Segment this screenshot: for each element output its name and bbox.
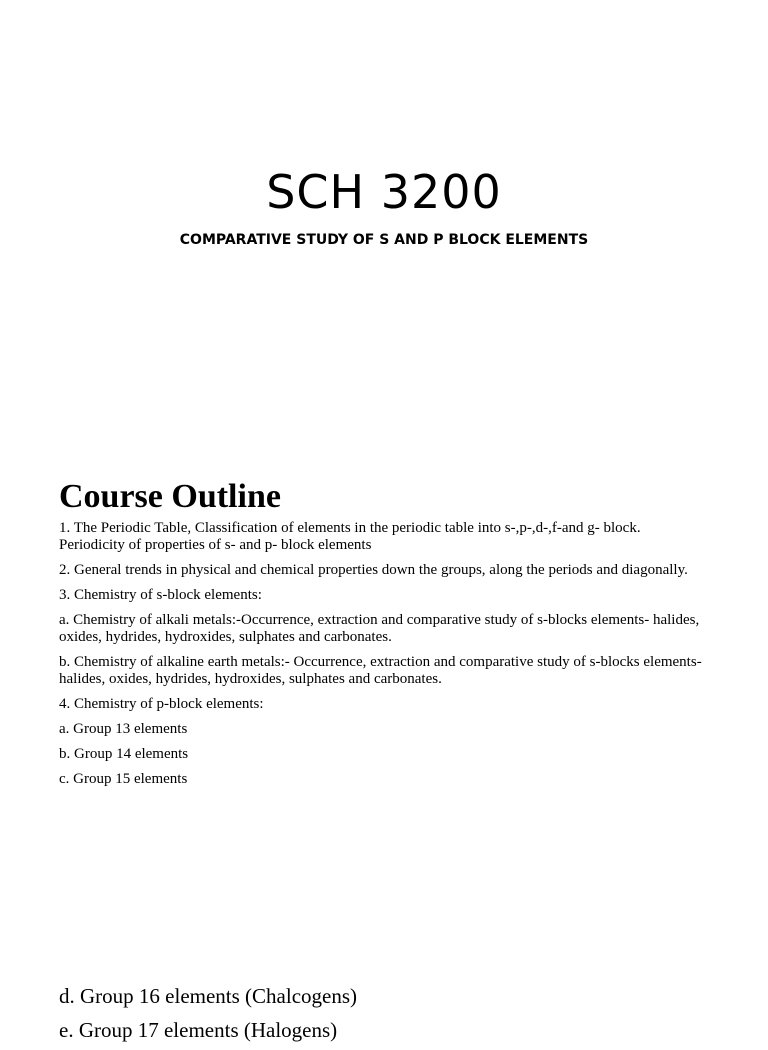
outline-item: c. Group 15 elements [59, 771, 188, 787]
outline-item: 3. Chemistry of s-block elements: [59, 587, 262, 603]
outline-item: 4. Chemistry of p-block elements: [59, 696, 264, 712]
course-title: COMPARATIVE STUDY OF S AND P BLOCK ELEMENTS [179, 232, 589, 248]
course-code: SCH 3200 [266, 165, 502, 219]
outline-item: b. Chemistry of alkaline earth metals:- Occurrence, extraction and comparative study of s-blocks elements- halides, oxides, hydrides, hydroxides, sulphates and carbonates. [59, 654, 702, 687]
outline-item: 2. General trends in physical and chemical properties down the groups, along the periods and diagonally. [59, 562, 688, 578]
course-outline-heading: Course Outline [59, 478, 281, 515]
outline-item: 1. The Periodic Table, Classification of elements in the periodic table into s-,p-,d-,f-and g- block. Periodicity of properties of s- and p- block elements [59, 520, 641, 553]
outline-continuation [59, 982, 739, 1050]
outline-item: a. Group 13 elements [59, 721, 188, 737]
outline-item: a. Chemistry of alkali metals:-Occurrence, extraction and comparative study of s-blocks elements- halides, oxides, hydrides, hydroxides, sulphates and carbonates. [59, 612, 700, 645]
outline-item: b. Group 14 elements [59, 746, 189, 762]
outline-item: d. Group 16 elements (Chalcogens) [59, 984, 358, 1008]
course-outline-section [59, 476, 709, 796]
outline-item: e. Group 17 elements (Halogens) [59, 1018, 338, 1042]
